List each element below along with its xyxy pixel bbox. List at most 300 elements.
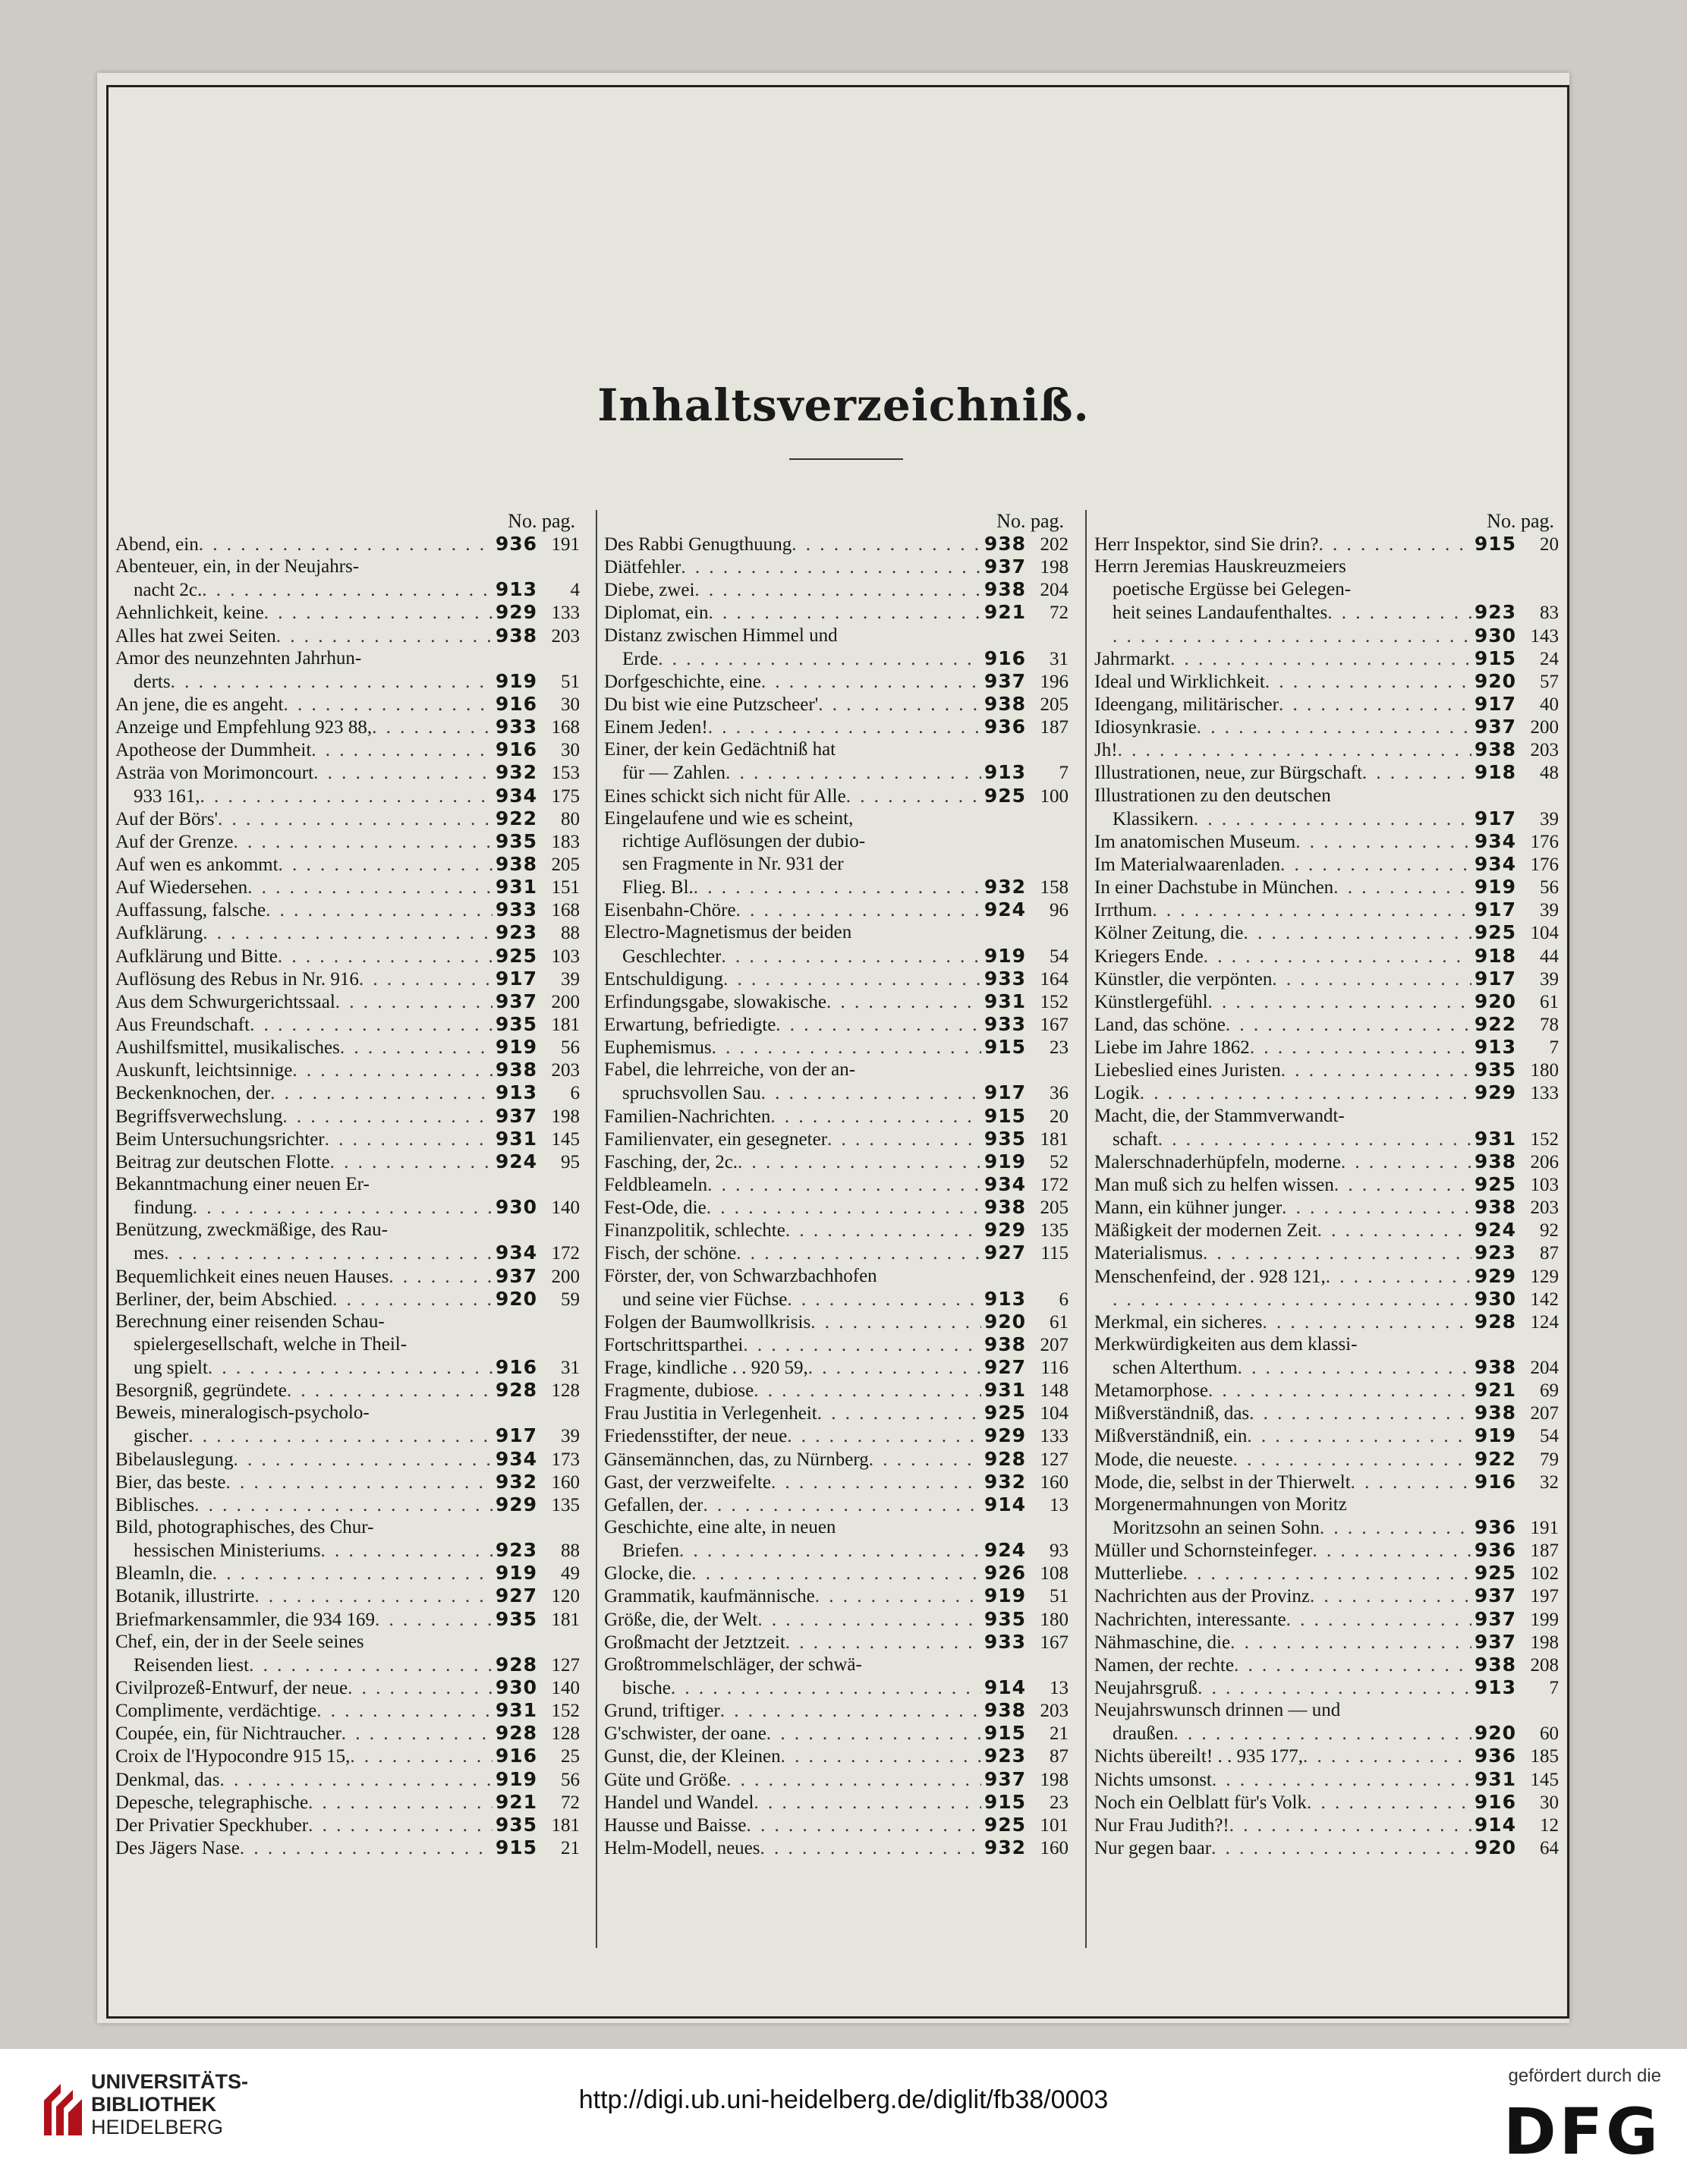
issue-number: 937 [984, 555, 1026, 578]
leader-dots [761, 1082, 981, 1104]
entry-title: Croix de l'Hypocondre 915 15, [115, 1746, 351, 1767]
index-entry [115, 1128, 580, 1150]
page-number: 187 [1040, 717, 1069, 738]
index-entry [115, 1059, 580, 1081]
issue-number: 934 [495, 1447, 537, 1470]
title-divider [789, 458, 903, 460]
entry-title: spielergesellschaft, welche in Theil- [134, 1333, 408, 1355]
index-entry [1094, 968, 1559, 990]
issue-number: 915 [984, 1104, 1026, 1127]
entry-title: Apotheose der Dummheit [115, 740, 312, 761]
index-entry [115, 876, 580, 898]
entry-title: Auf wen es ankommt [115, 854, 279, 875]
leader-dots [250, 1014, 493, 1036]
issue-number: 937 [1474, 1607, 1516, 1630]
column-divider [596, 510, 597, 1948]
page-number: 56 [561, 1037, 580, 1059]
entry-title: Namen, der rechte [1094, 1654, 1234, 1676]
page-number: 183 [551, 831, 580, 852]
index-entry [1094, 1745, 1559, 1767]
leader-dots [348, 1677, 493, 1699]
page-number: 52 [1050, 1151, 1069, 1172]
leader-dots [1211, 1837, 1471, 1859]
leader-dots [282, 1106, 493, 1128]
leader-dots [194, 1494, 493, 1516]
index-entry [115, 1013, 580, 1036]
leader-dots [292, 1059, 493, 1081]
page-number: 191 [1530, 1518, 1559, 1539]
leader-dots [846, 785, 981, 807]
issue-number: 929 [984, 1424, 1026, 1447]
index-entry [1094, 1150, 1559, 1173]
index-entry [115, 761, 580, 784]
entry-title: Bequemlichkeit eines neuen Hauses [115, 1266, 389, 1287]
index-entry [604, 1081, 1069, 1104]
leader-dots [815, 1585, 981, 1607]
leader-dots [736, 1242, 981, 1264]
index-entry [1094, 1676, 1559, 1699]
entry-title: Mäßigkeit der modernen Zeit [1094, 1220, 1317, 1241]
page-number: 205 [1040, 1197, 1069, 1219]
issue-number: 928 [495, 1379, 537, 1402]
leader-dots [264, 602, 493, 624]
leader-dots [770, 1106, 980, 1128]
leader-dots [725, 762, 981, 784]
index-entry [1094, 1699, 1559, 1722]
index-entry [1094, 898, 1559, 921]
leader-dots [1286, 1609, 1471, 1631]
index-entry [604, 1448, 1069, 1471]
entry-title: Auskunft, leichtsinnige [115, 1060, 293, 1081]
entry-title: Aufklärung und Bitte [115, 946, 278, 967]
entry-title: Jh! [1094, 740, 1118, 761]
entry-title: Euphemismus [604, 1037, 712, 1059]
page-number: 61 [1050, 1311, 1069, 1333]
entry-title: Malerschnaderhüpfeln, moderne [1094, 1151, 1341, 1172]
index-entry [1094, 1722, 1559, 1745]
page-number: 168 [551, 900, 580, 921]
issue-number: 916 [1474, 1470, 1516, 1493]
page-number: 39 [561, 1426, 580, 1447]
leader-dots [712, 1037, 981, 1059]
leader-dots [1310, 1585, 1471, 1607]
entry-title: Amor des neunzehnten Jahrhun- [115, 647, 362, 669]
page-number: 96 [1050, 900, 1069, 921]
index-entry [1094, 1448, 1559, 1471]
index-entry [604, 601, 1069, 624]
index-entry [115, 1585, 580, 1607]
index-entry [115, 1722, 580, 1745]
leader-dots [694, 876, 981, 898]
entry-title: G'schwister, der oane [604, 1723, 766, 1745]
page-number: 51 [561, 671, 580, 692]
leader-dots [212, 1562, 493, 1585]
leader-dots [1229, 1814, 1471, 1836]
index-entry [115, 1768, 580, 1791]
leader-dots [754, 1792, 980, 1814]
entry-title: Gunst, die, der Kleinen [604, 1746, 781, 1767]
index-entry [115, 738, 580, 761]
issue-number: 925 [1474, 1172, 1516, 1195]
entry-title: Fisch, der schöne [604, 1243, 737, 1264]
entry-title: Auffassung, falsche [115, 900, 266, 921]
leader-dots [827, 1128, 981, 1150]
index-entry [115, 785, 580, 807]
leader-dots [316, 1700, 493, 1722]
entry-title: Abend, ein [115, 534, 199, 555]
entry-title: Merkmal, ein sicheres [1094, 1311, 1263, 1333]
index-entry [1094, 921, 1559, 944]
entry-title: richtige Auflösungen der dubio- [622, 830, 866, 851]
leader-dots [708, 716, 981, 738]
leader-dots [233, 831, 492, 853]
index-entry [604, 533, 1069, 555]
entry-title: Eingelaufene und wie es scheint, [604, 807, 854, 829]
entry-title: Du bist wie eine Putzscheer' [604, 694, 819, 715]
entry-title: Grammatik, kaufmännische [604, 1586, 815, 1607]
leader-dots [736, 899, 981, 921]
entry-title: Dorfgeschichte, eine [604, 671, 761, 692]
issue-number: 938 [984, 533, 1026, 555]
page-number: 13 [1050, 1494, 1069, 1515]
page-number: 54 [1540, 1426, 1559, 1447]
leader-dots [671, 1677, 981, 1699]
issue-number: 922 [1474, 1447, 1516, 1470]
page-number: 24 [1540, 648, 1559, 669]
page-number: 142 [1530, 1289, 1559, 1310]
index-entry [1094, 1081, 1559, 1104]
leader-dots [313, 762, 493, 784]
leader-dots [1272, 968, 1471, 990]
leader-dots [1312, 1540, 1471, 1562]
index-column-3 [1094, 510, 1559, 1859]
leader-dots [708, 602, 980, 624]
entry-title: Mutterliebe [1094, 1563, 1183, 1585]
leader-dots [1158, 1128, 1471, 1150]
index-entry [115, 1241, 580, 1264]
page-number: 203 [551, 625, 580, 647]
leader-dots [1303, 1745, 1471, 1767]
index-entry [115, 1699, 580, 1722]
source-url-link[interactable]: http://digi.ub.uni-heidelberg.de/diglit/fb38/0003 [578, 2085, 1109, 2114]
issue-number: 936 [1474, 1516, 1516, 1539]
leader-dots [1230, 1632, 1471, 1654]
leader-dots [325, 1128, 493, 1150]
page-number: 207 [1530, 1403, 1559, 1424]
issue-number: 938 [984, 1333, 1026, 1355]
index-entry [115, 830, 580, 853]
entry-title: Finanzpolitik, schlechte [604, 1220, 785, 1241]
entry-title: ung spielt [134, 1358, 208, 1379]
issue-number: 932 [495, 761, 537, 784]
entry-title: Größe, die, der Welt [604, 1609, 758, 1630]
index-entry [1094, 1265, 1559, 1288]
issue-number: 937 [1474, 716, 1516, 738]
entry-title: bische [622, 1678, 671, 1699]
index-entry [604, 1699, 1069, 1722]
page-number: 104 [1530, 923, 1559, 944]
issue-number: 915 [1474, 647, 1516, 669]
index-entry [604, 807, 1069, 830]
issue-number: 923 [1474, 601, 1516, 624]
entry-title: Liebe im Jahre 1862 [1094, 1037, 1250, 1059]
leader-dots [826, 991, 981, 1013]
index-entry [1094, 1105, 1559, 1128]
issue-number: 913 [1474, 1036, 1516, 1059]
page-number: 153 [551, 763, 580, 784]
leader-dots [332, 1289, 493, 1311]
index-entry [1094, 1059, 1559, 1081]
index-entry [1094, 1471, 1559, 1493]
index-entry [1094, 1631, 1559, 1654]
leader-dots [335, 991, 493, 1013]
entry-title: poetische Ergüsse bei Gelegen- [1113, 579, 1352, 600]
index-entry [604, 1128, 1069, 1150]
leader-dots [679, 1540, 981, 1562]
entry-title: Glocke, die [604, 1563, 692, 1585]
index-entry [1094, 1539, 1559, 1562]
leader-dots [726, 1769, 981, 1791]
entry-title: Des Rabbi Genugthuung [604, 534, 792, 555]
index-entry [1094, 1356, 1559, 1379]
page-number: 4 [570, 580, 580, 601]
index-entry [604, 830, 1069, 853]
leader-dots [743, 1334, 981, 1356]
page-number: 198 [1040, 557, 1069, 578]
page-number: 168 [551, 717, 580, 738]
issue-number: 938 [984, 1196, 1026, 1219]
leader-dots [225, 1471, 492, 1493]
page-number: 135 [1040, 1220, 1069, 1241]
issue-number: 919 [495, 1036, 537, 1059]
index-entry [115, 1631, 580, 1654]
index-entry [1094, 830, 1559, 853]
index-entry [1094, 1791, 1559, 1814]
page-number: 160 [1040, 1471, 1069, 1493]
entry-title: Nichts übereilt! . . 935 177, [1094, 1746, 1303, 1767]
index-entry [1094, 785, 1559, 807]
leader-dots [279, 854, 493, 876]
entry-title: Großmacht der Jetztzeit [604, 1632, 785, 1653]
issue-number: 928 [495, 1653, 537, 1676]
issue-number: 927 [984, 1356, 1026, 1379]
entry-title: An jene, die es angeht [115, 694, 284, 715]
issue-number: 927 [984, 1241, 1026, 1264]
entry-title: Künstlergefühl [1094, 991, 1208, 1012]
leader-dots [202, 579, 493, 601]
entry-title: Botanik, illustrirte [115, 1586, 255, 1607]
leader-dots [1247, 1425, 1471, 1447]
index-entry [1094, 1196, 1559, 1219]
index-entry [115, 1379, 580, 1402]
entry-title: Auf Wiedersehen [115, 877, 248, 898]
leader-dots [389, 1266, 493, 1288]
entry-title: und seine vier Füchse [622, 1289, 788, 1310]
index-entry [115, 1424, 580, 1447]
issue-number: 937 [495, 990, 537, 1012]
index-entry [115, 578, 580, 601]
leader-dots [785, 1219, 981, 1241]
page-number: 7 [1549, 1678, 1559, 1699]
index-entry [604, 1608, 1069, 1631]
entry-title: Diätfehler [604, 557, 681, 578]
issue-number: 925 [1474, 921, 1516, 944]
leader-dots [766, 1723, 981, 1745]
issue-number: 924 [984, 1539, 1026, 1562]
entry-title: Familienvater, ein gesegneter [604, 1128, 828, 1150]
leader-dots [1233, 1449, 1471, 1471]
index-entry [1094, 1333, 1559, 1356]
page-number: 133 [1530, 1083, 1559, 1104]
entry-title: Logik [1094, 1083, 1140, 1104]
page-number: 158 [1040, 877, 1069, 898]
page-number: 87 [1540, 1243, 1559, 1264]
issue-number: 937 [495, 1104, 537, 1127]
index-entry [1094, 601, 1559, 624]
issue-number: 938 [1474, 1196, 1516, 1219]
page-number: 127 [1040, 1449, 1069, 1470]
entry-title: Chef, ein, der in der Seele seines [115, 1631, 364, 1652]
index-entry [1094, 1311, 1559, 1333]
leader-dots [1174, 1723, 1471, 1745]
entry-title: Herrn Jeremias Hauskreuzmeiers [1094, 556, 1346, 577]
index-entry [604, 898, 1069, 921]
issue-number: 935 [984, 1127, 1026, 1150]
entry-title: Ideal und Wirklichkeit [1094, 671, 1265, 692]
issue-number: 929 [1474, 1264, 1516, 1287]
page-number: 39 [561, 968, 580, 990]
leader-dots [287, 1380, 493, 1402]
index-entry [1094, 625, 1559, 647]
leader-dots [1295, 831, 1471, 853]
issue-number: 930 [495, 1676, 537, 1699]
page-number: 69 [1540, 1380, 1559, 1402]
index-entry [604, 647, 1069, 670]
entry-title: Fest-Ode, die [604, 1197, 707, 1219]
page-number: 128 [551, 1380, 580, 1402]
page-number: 203 [1530, 740, 1559, 761]
issue-number: 920 [984, 1310, 1026, 1333]
leader-dots [266, 899, 493, 921]
page-number: 127 [551, 1654, 580, 1676]
index-entry [604, 1722, 1069, 1745]
page-number: 88 [561, 1540, 580, 1562]
issue-number: 938 [984, 1699, 1026, 1722]
leader-dots [375, 1609, 493, 1631]
index-entry [604, 1288, 1069, 1311]
index-entry [115, 1219, 580, 1241]
issue-number: 914 [1474, 1813, 1516, 1836]
entry-title: Des Jägers Nase [115, 1838, 240, 1859]
leader-dots [240, 1837, 493, 1859]
entry-title: hessischen Ministeriums [134, 1540, 321, 1562]
issue-number: 916 [495, 738, 537, 761]
index-entry [604, 1768, 1069, 1791]
entry-title: Civilprozeß-Entwurf, der neue [115, 1678, 348, 1699]
page-number: 21 [561, 1838, 580, 1859]
entry-title: Illustrationen, neue, zur Bürgschaft [1094, 763, 1362, 784]
issue-number: 935 [495, 829, 537, 852]
index-entry [115, 1836, 580, 1859]
page-number: 31 [561, 1358, 580, 1379]
page-number: 167 [1040, 1014, 1069, 1035]
column-header: No. pag. [996, 510, 1064, 532]
issue-number: 917 [1474, 898, 1516, 921]
index-entry [604, 1402, 1069, 1424]
issue-number: 927 [495, 1585, 537, 1607]
page-number: 129 [1530, 1266, 1559, 1287]
index-entry [1094, 647, 1559, 670]
page-number: 202 [1040, 534, 1069, 555]
entry-title: Land, das schöne [1094, 1014, 1226, 1035]
index-entry [604, 1676, 1069, 1699]
entry-title: Mißverständniß, ein [1094, 1426, 1248, 1447]
index-column-1 [115, 510, 580, 1859]
index-entry [115, 1814, 580, 1836]
page-number: 164 [1040, 968, 1069, 990]
entry-title: Beweis, mineralogisch-psycholo- [115, 1402, 370, 1424]
entry-title: Erfindungsgabe, slowakische [604, 991, 826, 1012]
index-entry [115, 1791, 580, 1814]
issue-number: 938 [1474, 1356, 1516, 1379]
leader-dots [1226, 1014, 1471, 1036]
entry-title: Kriegers Ende [1094, 946, 1204, 967]
page-number: 23 [1050, 1037, 1069, 1059]
index-entry [604, 1562, 1069, 1585]
page-title: Inhaltsverzeichniß. [597, 379, 1090, 431]
issue-number: 915 [1474, 533, 1516, 555]
entry-title: Müller und Schornsteinfeger [1094, 1540, 1313, 1562]
page-number: 135 [551, 1494, 580, 1515]
leader-dots [787, 1289, 981, 1311]
index-entry [604, 1059, 1069, 1081]
page-number: 40 [1540, 694, 1559, 715]
leader-dots [1204, 946, 1471, 968]
leader-dots [658, 648, 981, 670]
index-entry [604, 738, 1069, 761]
leader-dots [278, 946, 493, 968]
column-header: No. pag. [1487, 510, 1554, 532]
issue-number: 923 [984, 1745, 1026, 1767]
entry-title: Frau Justitia in Verlegenheit [604, 1403, 817, 1424]
page-number: 204 [1530, 1358, 1559, 1379]
leader-dots [1334, 1174, 1471, 1196]
leader-dots [771, 1471, 981, 1493]
entry-title: Einer, der kein Gedächtniß hat [604, 739, 836, 760]
index-entry [604, 1745, 1069, 1767]
issue-number: 931 [1474, 1767, 1516, 1790]
entry-title: Nachrichten, interessante [1094, 1609, 1286, 1630]
issue-number: 915 [984, 1036, 1026, 1059]
leader-dots [283, 694, 492, 716]
issue-number: 938 [1474, 1653, 1516, 1676]
issue-number: 914 [984, 1676, 1026, 1699]
page-number: 61 [1540, 991, 1559, 1012]
entry-title: sen Fragmente in Nr. 931 der [622, 853, 844, 874]
issue-number: 913 [984, 761, 1026, 784]
entry-title: Feldbleameln [604, 1174, 708, 1195]
leader-dots [208, 1357, 493, 1379]
issue-number: 936 [1474, 1745, 1516, 1767]
page-number: 6 [570, 1083, 580, 1104]
leader-dots [761, 671, 981, 693]
entry-title: Liebeslied eines Juristen [1094, 1060, 1281, 1081]
index-entry [115, 1562, 580, 1585]
leader-dots [171, 671, 493, 693]
issue-number: 938 [1474, 1150, 1516, 1172]
page-number: 115 [1040, 1243, 1069, 1264]
page-number: 30 [1540, 1792, 1559, 1813]
